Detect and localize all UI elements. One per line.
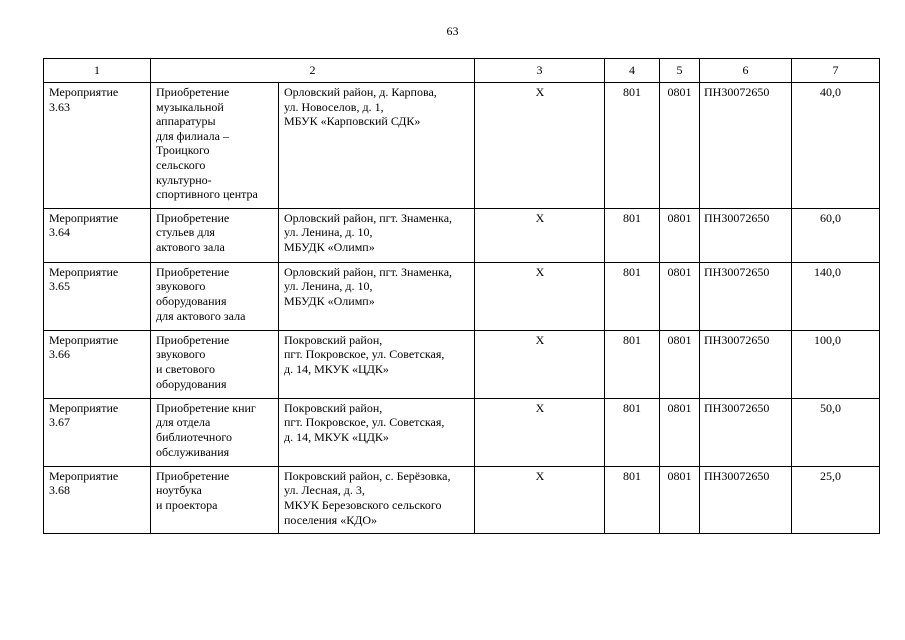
col6-cell: ПН30072650 [700,330,792,398]
header-cell-5: 5 [660,59,700,83]
header-cell-2: 2 [151,59,475,83]
table-row [44,262,880,330]
location-cell: Орловский район, д. Карпова, ул. Новоселов, д. 1, МБУК «Карповский СДК» [279,83,475,209]
col6-cell: ПН30072650 [700,83,792,209]
location-cell: Покровский район, пгт. Покровское, ул. Советская, д. 14, МКУК «ЦДК» [279,330,475,398]
location-cell: Покровский район, пгт. Покровское, ул. Советская, д. 14, МКУК «ЦДК» [279,398,475,466]
col3-cell: Х [475,330,605,398]
header-cell-4: 4 [605,59,660,83]
col7-cell: 60,0 [792,208,880,262]
col6-cell: ПН30072650 [700,262,792,330]
budget-table [43,58,880,534]
purpose-cell: Приобретение ноутбука и проектора [151,466,279,533]
purpose-cell: Приобретение книг для отдела библиотечного обслуживания [151,398,279,466]
purpose-cell: Приобретение звукового и светового оборудования [151,330,279,398]
col6-cell: ПН30072650 [700,466,792,533]
col4-cell: 801 [605,208,660,262]
page-number: 63 [446,24,459,38]
col5-cell: 0801 [660,466,700,533]
col3-cell: Х [475,262,605,330]
col3-cell: Х [475,466,605,533]
header-row [44,59,880,83]
table-row [44,83,880,209]
col7-cell: 50,0 [792,398,880,466]
purpose-cell: Приобретение музыкальной аппаратуры для филиала – Троицкого сельского культурно- спортивного центра [151,83,279,209]
table-row [44,208,880,262]
col3-cell: Х [475,398,605,466]
location-cell: Орловский район, пгт. Знаменка, ул. Ленина, д. 10, МБУДК «Олимп» [279,208,475,262]
header-cell-1: 1 [44,59,151,83]
col7-cell: 100,0 [792,330,880,398]
purpose-cell: Приобретение звукового оборудования для актового зала [151,262,279,330]
col5-cell: 0801 [660,83,700,209]
header-cell-6: 6 [700,59,792,83]
col4-cell: 801 [605,398,660,466]
event-cell: Мероприятие 3.68 [44,466,151,533]
header-cell-7: 7 [792,59,880,83]
col4-cell: 801 [605,466,660,533]
col7-cell: 140,0 [792,262,880,330]
col5-cell: 0801 [660,262,700,330]
col3-cell: Х [475,208,605,262]
table-row [44,466,880,533]
col6-cell: ПН30072650 [700,398,792,466]
col5-cell: 0801 [660,398,700,466]
col5-cell: 0801 [660,208,700,262]
header-cell-3: 3 [475,59,605,83]
event-cell: Мероприятие 3.66 [44,330,151,398]
location-cell: Покровский район, с. Берёзовка, ул. Лесная, д. 3, МКУК Березовского сельского поселения «КДО» [279,466,475,533]
col4-cell: 801 [605,262,660,330]
col3-cell: Х [475,83,605,209]
col4-cell: 801 [605,330,660,398]
col7-cell: 25,0 [792,466,880,533]
location-cell: Орловский район, пгт. Знаменка, ул. Ленина, д. 10, МБУДК «Олимп» [279,262,475,330]
col4-cell: 801 [605,83,660,209]
col5-cell: 0801 [660,330,700,398]
purpose-cell: Приобретение стульев для актового зала [151,208,279,262]
col6-cell: ПН30072650 [700,208,792,262]
event-cell: Мероприятие 3.65 [44,262,151,330]
col7-cell: 40,0 [792,83,880,209]
event-cell: Мероприятие 3.63 [44,83,151,209]
event-cell: Мероприятие 3.67 [44,398,151,466]
table-row [44,398,880,466]
table-row [44,330,880,398]
event-cell: Мероприятие 3.64 [44,208,151,262]
